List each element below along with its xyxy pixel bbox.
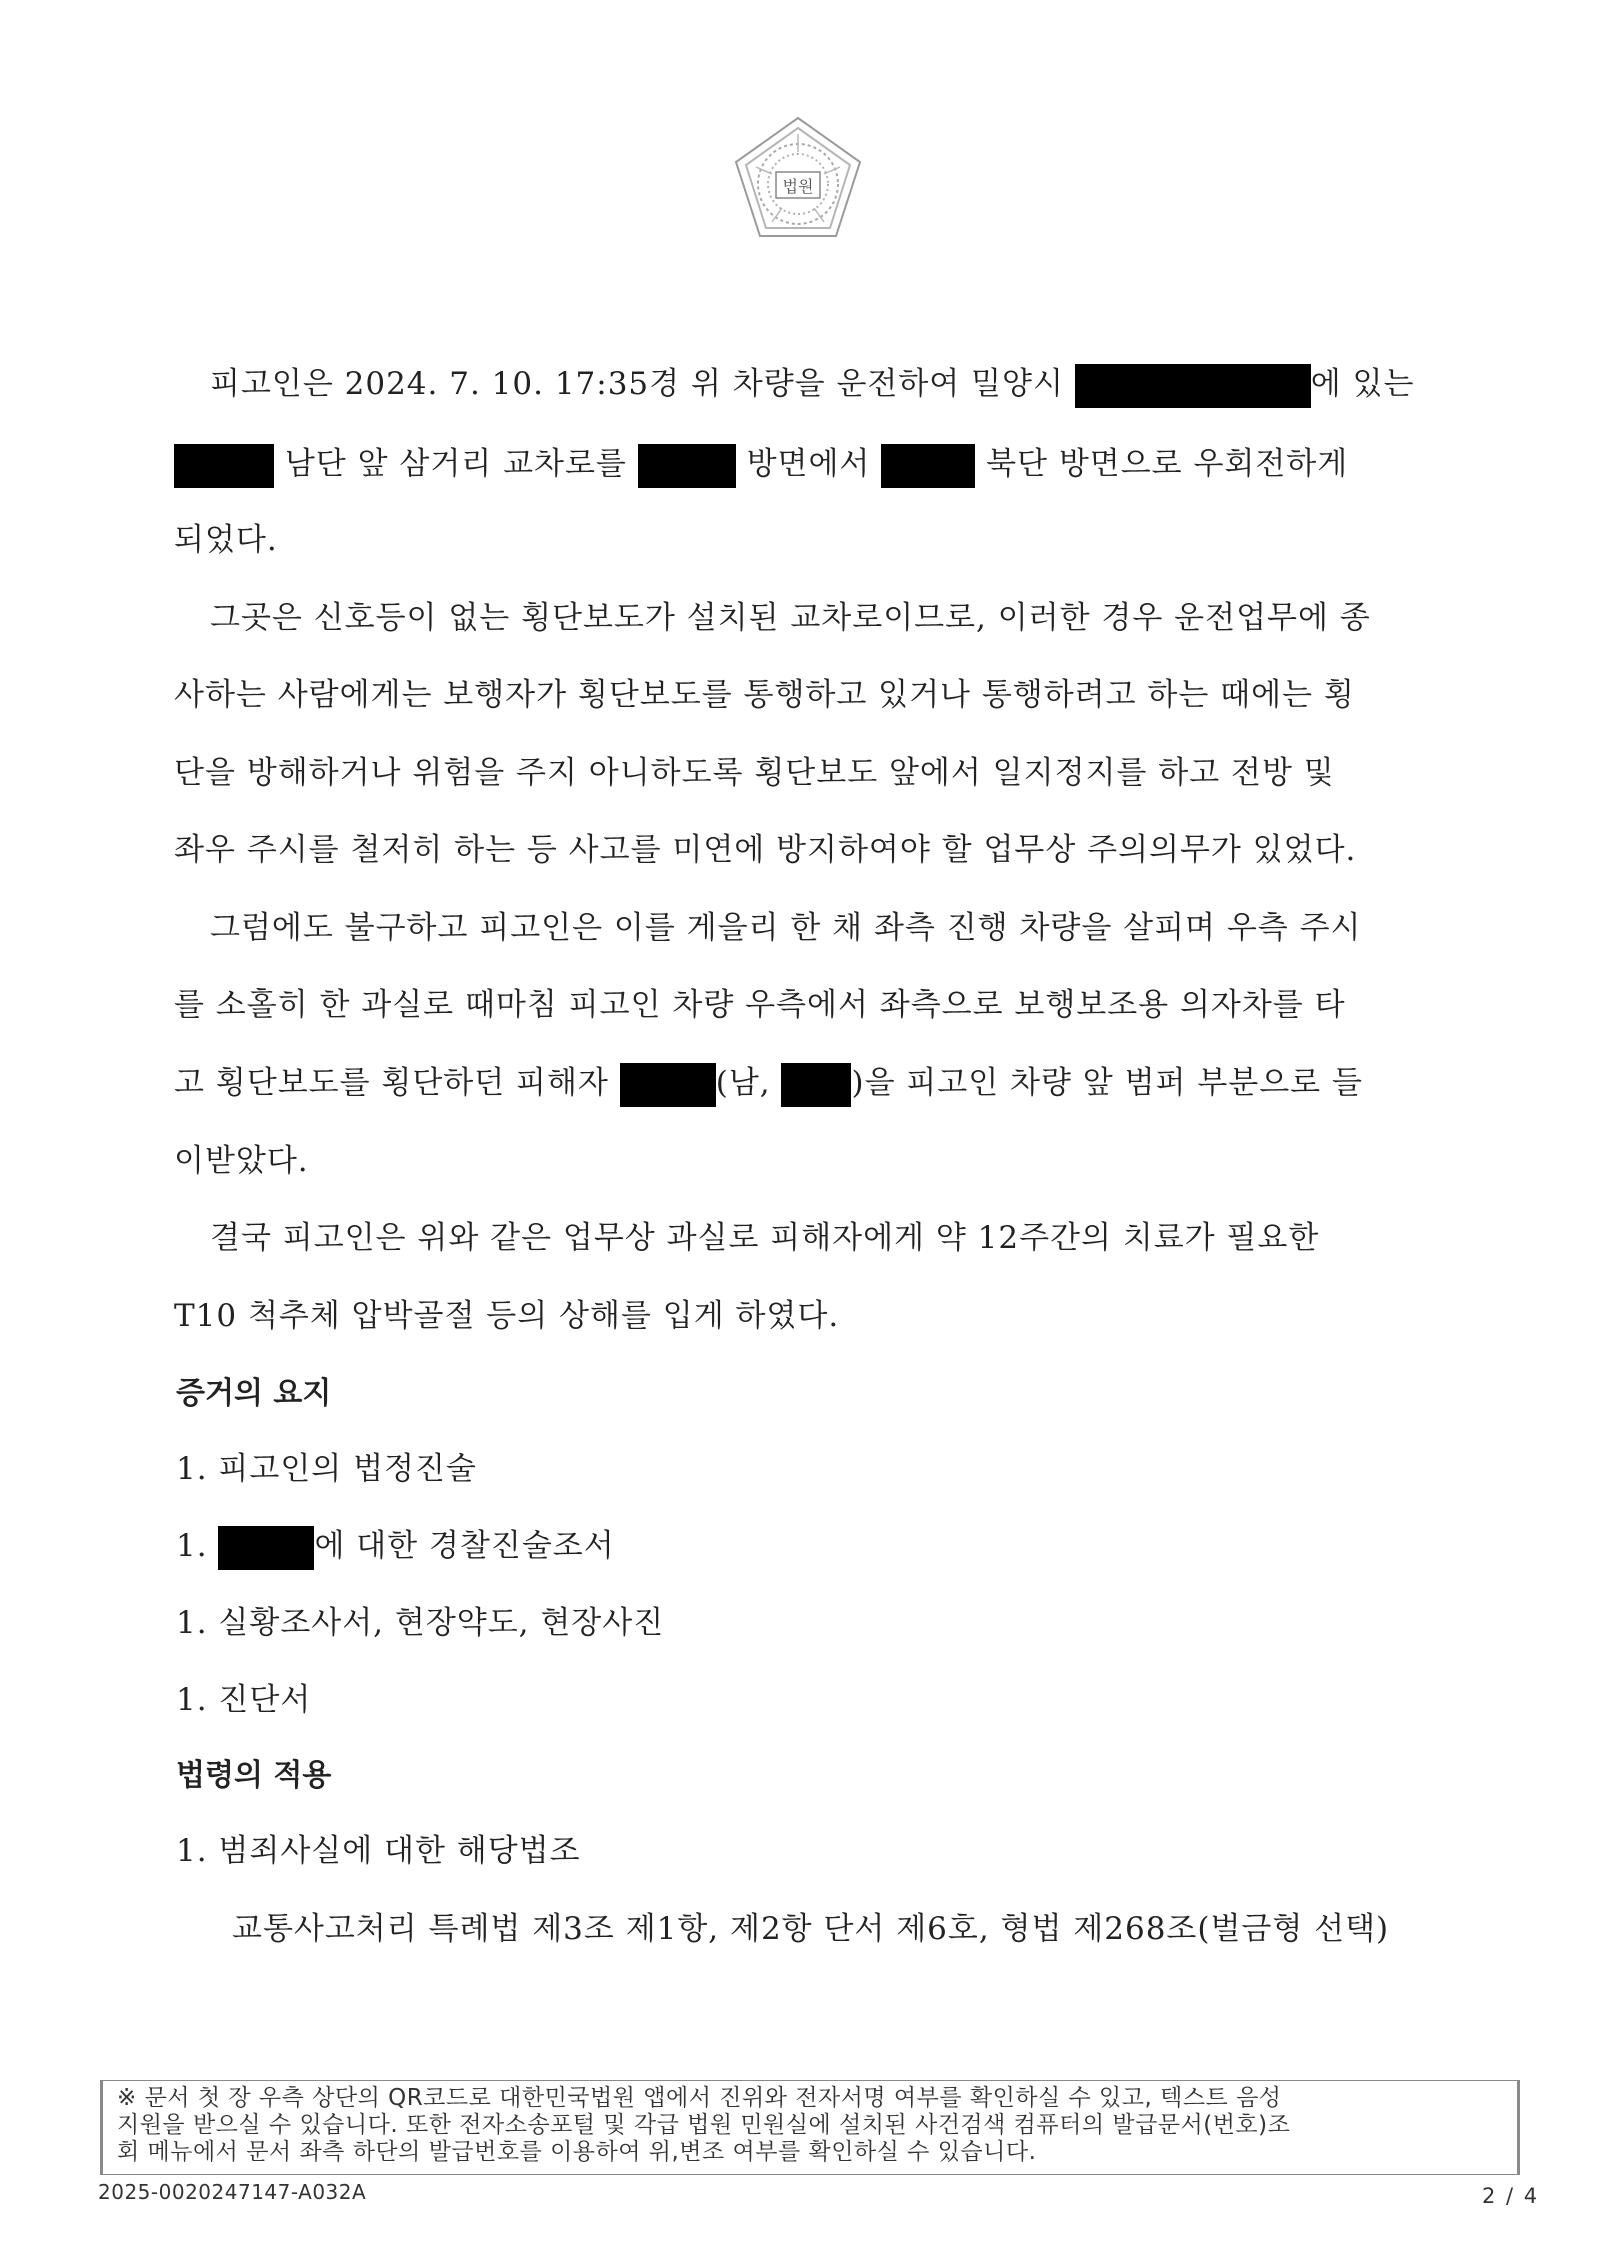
law-heading: 법령의 적용 bbox=[176, 1758, 332, 1793]
text: 남단 앞 삼거리 교차로를 bbox=[274, 446, 638, 482]
evidence-item-1: 1. 피고인의 법정진술 bbox=[176, 1451, 477, 1487]
footer-notice-line: 회 메뉴에서 문서 좌측 하단의 발급번호를 이용하여 위,변조 여부를 확인하실 수 있습니다. bbox=[117, 2139, 1037, 2165]
law-item-1: 1. 범죄사실에 대한 해당법조 bbox=[176, 1833, 581, 1869]
redaction-block bbox=[620, 1063, 716, 1107]
text: 방면에서 bbox=[735, 446, 882, 482]
redaction-block bbox=[638, 444, 736, 488]
redaction-block bbox=[174, 444, 274, 488]
evidence-heading: 증거의 요지 bbox=[176, 1376, 332, 1411]
footer-notice-line: ※ 문서 첫 장 우측 상단의 QR코드로 대한민국법원 앱에서 진위와 전자서명 여부를 확인하실 수 있고, 텍스트 음성 bbox=[117, 2085, 1282, 2111]
para1-line1 bbox=[210, 362, 1415, 408]
law-item-1-detail: 교통사고처리 특례법 제3조 제1항, 제2항 단서 제6호, 형법 제268조(벌금형 선택) bbox=[232, 1911, 1390, 1947]
para4-line2: T10 척추체 압박골절 등의 상해를 입게 하였다. bbox=[174, 1298, 840, 1334]
para4-line1: 결국 피고인은 위와 같은 업무상 과실로 피해자에게 약 12주간의 치료가 필요한 bbox=[210, 1220, 1320, 1256]
para2-line1: 그곳은 신호등이 없는 횡단보도가 설치된 교차로이므로, 이러한 경우 운전업무에 종 bbox=[210, 600, 1371, 636]
footer-notice bbox=[100, 2080, 1520, 2175]
footer-notice-line: 지원을 받으실 수 있습니다. 또한 전자소송포털 및 각급 법원 민원실에 설치된 사건검색 컴퓨터의 발급문서(번호)조 bbox=[117, 2112, 1291, 2138]
text: 북단 방면으로 우회전하게 bbox=[975, 446, 1349, 482]
para3-line4: 이받았다. bbox=[174, 1143, 309, 1179]
court-seal-icon bbox=[728, 112, 868, 252]
text: 고 횡단보도를 횡단하던 피해자 bbox=[174, 1065, 620, 1101]
para2-line3: 단을 방해하거나 위험을 주지 아니하도록 횡단보도 앞에서 일지정지를 하고 전방 및 bbox=[174, 755, 1335, 791]
evidence-item-3: 1. 실황조사서, 현장약도, 현장사진 bbox=[176, 1605, 665, 1641]
text: 1. bbox=[176, 1528, 219, 1564]
para2-line4: 좌우 주시를 철저히 하는 등 사고를 미연에 방지하여야 할 업무상 주의의무가 있었다. bbox=[174, 832, 1357, 868]
text: 피고인은 2024. 7. 10. 17:35경 위 차량을 운전하여 밀양시 bbox=[210, 366, 1075, 402]
redaction-block bbox=[1075, 364, 1311, 408]
page-number: 2 / 4 bbox=[1482, 2184, 1540, 2208]
text: )을 피고인 차량 앞 범퍼 부분으로 들 bbox=[851, 1065, 1363, 1101]
document-number: 2025-0020247147-A032A bbox=[98, 2180, 367, 2204]
para3-line2: 를 소홀히 한 과실로 때마침 피고인 차량 우측에서 좌측으로 보행보조용 의자차를 타 bbox=[174, 987, 1346, 1023]
text: 에 대한 경찰진술조서 bbox=[314, 1528, 615, 1564]
redaction-block bbox=[881, 444, 975, 488]
evidence-item-2 bbox=[176, 1524, 615, 1570]
text: (남, bbox=[715, 1065, 782, 1101]
redaction-block bbox=[781, 1063, 851, 1107]
para2-line2: 사하는 사람에게는 보행자가 횡단보도를 통행하고 있거나 통행하려고 하는 때에는 횡 bbox=[174, 677, 1355, 713]
text: 에 있는 bbox=[1310, 366, 1415, 402]
evidence-item-4: 1. 진단서 bbox=[176, 1682, 312, 1718]
redaction-block bbox=[218, 1526, 314, 1570]
para3-line3 bbox=[174, 1061, 1363, 1107]
para1-line3: 되었다. bbox=[174, 522, 278, 558]
seal-text: 법원 bbox=[782, 177, 814, 196]
para1-line2 bbox=[174, 442, 1348, 488]
para3-line1: 그럼에도 불구하고 피고인은 이를 게을리 한 채 좌측 진행 차량을 살피며 우측 주시 bbox=[210, 910, 1362, 946]
